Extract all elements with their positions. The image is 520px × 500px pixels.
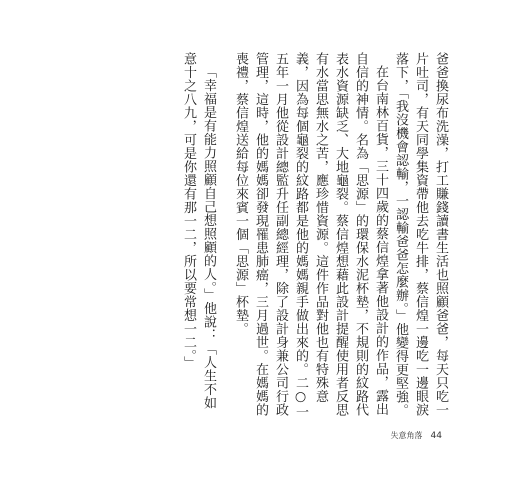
paragraph-1: 爸爸換尿布洗澡，打工賺錢讀書生活也照顧爸爸，每天只吃一片吐司，有天同學集資帶他去吃牛排，蔡信煌一邊吃一邊眼淚落下，「我沒機會認輸，一認輸爸爸怎麼辦。」他變得更堅強。 [393,52,448,417]
running-title: 失意角落 [390,431,423,440]
paragraph-3: 「幸福是有能力照顧自己想照顧的人。」他說：「人生不如意十之八九，可是你還有那一二，所以要常想一二。」 [181,52,216,410]
page-number: 44 [430,430,442,441]
paragraph-2: 在台南林百貨，三十四歲的蔡信煌拿著他設計的作品，露出自信的神情。名為「思源」的環保水泥杯墊，不規則的紋路代表水資源缺乏、大地龜裂。蔡信煌想藉此設計提醒使用者反思有水當思無水之苦，應珍惜資源。這件作品對他也有特殊意義，因為每個龜裂的紋路都是他的媽媽親手做出來的。二○一五年一月他從設計總監升任副總經理，除了設計身兼公司行政管理，這時，他的媽媽卻發現罹患肺癌，三月過世。在媽媽的喪禮，蔡信煌送給每位來賓一個「思源」杯墊。 [233,52,388,419]
page-footer [391,430,442,441]
body-text [166,52,450,422]
